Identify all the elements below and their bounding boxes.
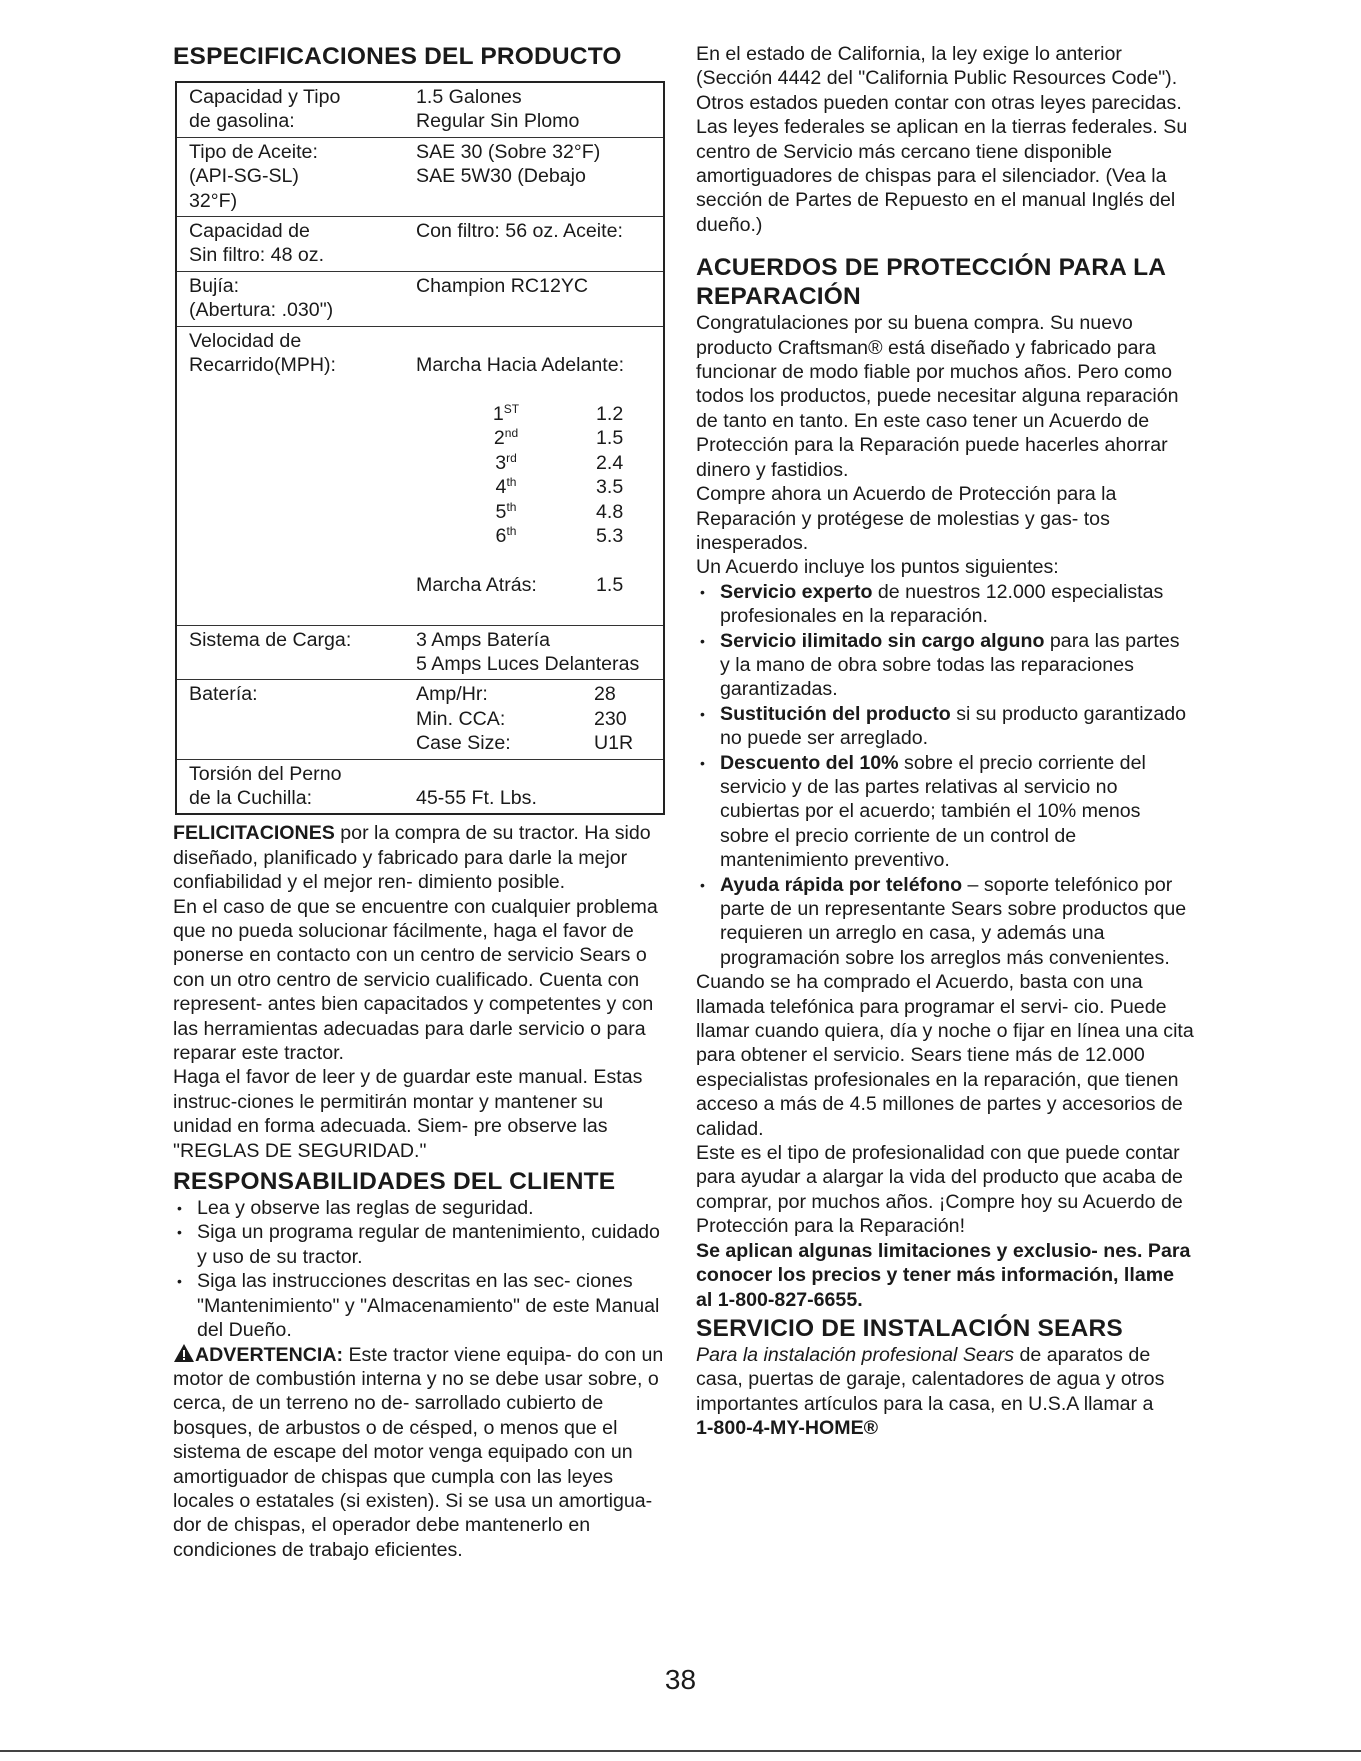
benefit-bold: Servicio experto — [720, 580, 873, 603]
gear-label: 3rd — [495, 450, 517, 474]
spec-key: Bujía: (Abertura: .030") — [189, 274, 334, 322]
spec-key: Batería: — [189, 683, 258, 706]
benefit-bold: Sustitución del producto — [720, 702, 951, 725]
agreement-title: ACUERDOS DE PROTECCIÓN PARA LA REPARACIÓN — [696, 254, 1166, 311]
benefit-text: – soporte telefónico por parte de un representante Sears sobre productos que requieren un arreglo en casa, y además una programación sobre los arreglos más convenientes. — [720, 873, 1187, 969]
spec-key: Torsión del Perno de la Cuchilla: — [189, 762, 342, 809]
agreement-limitations: Se aplican algunas limitaciones y exclusio- nes. Para conocer los precios y tener más información, llame al 1-800-827-6655. — [696, 1239, 1191, 1311]
gear-value: 5.3 — [596, 524, 624, 547]
spec-value — [416, 329, 663, 622]
left-column — [173, 42, 665, 1562]
list-item — [696, 873, 1194, 971]
gear-value: 2.4 — [596, 451, 624, 474]
agreement-paragraph-3: Un Acuerdo incluye los puntos siguientes: — [696, 556, 1059, 579]
installation-text: de aparatos de casa, puertas de garaje, calentadores de agua y otros importantes artículos para la casa, en U.S.A llamar a — [696, 1343, 1165, 1415]
spec-value: 1.5 Galones Regular Sin Plomo — [416, 86, 580, 133]
gear-label: 5th — [495, 499, 517, 523]
spec-value: Champion RC12YC — [416, 274, 589, 297]
installation-paragraph — [696, 1343, 1194, 1416]
battery-label: Min. CCA: — [416, 707, 506, 730]
battery-value: 28 — [594, 683, 616, 706]
gear-value: 4.8 — [596, 500, 624, 523]
congrats-paragraph — [173, 821, 665, 894]
warning-text: Este tractor viene equipa- do con un motor de combustión interna y no se debe usar sobre, o cerca, de un terreno no de- sarrollado cubierto de bosques, de arbustos o de césped, o menos que el sistema de escape del motor venga equipado con un amortiguador de chispas que cumpla con las leyes locales o estatales (si existen). Si se usa un amortigua- dor de chispas, el operador debe mantenerlo en condiciones de trabajo eficientes. — [173, 1343, 664, 1561]
gear-value: 1.5 — [596, 427, 624, 450]
spec-key: Sistema de Carga: — [189, 628, 352, 651]
congrats-bold: FELICITACIONES — [173, 822, 335, 845]
reverse-row — [416, 573, 663, 597]
page-number: 38 — [664, 1664, 697, 1695]
agreement-paragraph-4: Cuando se ha comprado el Acuerdo, basta con una llamada telefónica para programar el servi- cio. Puede llamar cuando quiera, día y noche o fijar en línea una cita para obtener el servicio. Sears tiene más de 12.000 especialistas profesionales en la reparación, que tienen acceso a más de 4.5 millones de partes y accesorios de calidad. — [696, 971, 1194, 1140]
list-item — [696, 702, 1194, 751]
list-item — [696, 751, 1194, 873]
agreement-benefits-list — [696, 580, 1194, 971]
spec-value: 3 Amps Batería 5 Amps Luces Delanteras — [416, 628, 640, 675]
warning-icon — [173, 1343, 195, 1363]
congrats-text: por la compra de su tractor. Ha sido diseñado, planificado y fabricado para darle la mejor confiabilidad y el mejor ren- dimiento posible. — [173, 822, 651, 894]
list-item — [696, 629, 1194, 702]
spec-value — [416, 682, 663, 755]
spec-key: Velocidad de Recarrido(MPH): — [189, 329, 336, 377]
benefit-text: sobre el precio corriente del servicio y de las partes relativas al servicio no cubiertas por el acuerdo; también el 10% menos sobre el precio corriente de un control de mantenimiento preventivo. — [720, 751, 1146, 872]
gear-row — [416, 475, 663, 499]
right-column — [696, 42, 1194, 1441]
agreement-paragraph-1: Congratulaciones por su buena compra. Su nuevo producto Craftsman® está diseñado y fabricado para funcionar de modo fiable por muchos años. Pero como todos los productos, puede necesitar alguna reparación de tanto en tanto. En este caso tener un Acuerdo de Protección para la Reparación puede hacerles ahorrar dinero y fastidios. — [696, 312, 1179, 481]
reverse-value: 1.5 — [596, 573, 624, 596]
spec-table — [175, 81, 665, 815]
spec-title: ESPECIFICACIONES DEL PRODUCTO — [173, 43, 622, 70]
spec-key: Capacidad y Tipo de gasolina: — [189, 86, 341, 133]
warning-label: ADVERTENCIA: — [195, 1343, 344, 1366]
spec-row-spark-plug — [177, 271, 663, 326]
agreement-paragraph-5: Este es el tipo de profesionalidad con que puede contar para ayudar a alargar la vida del producto que acaba de comprar, por muchos años. ¡Compre hoy su Acuerdo de Protección para la Reparación! — [696, 1142, 1183, 1238]
battery-value: U1R — [594, 732, 634, 755]
gear-row — [416, 451, 663, 475]
spec-row-speed — [177, 326, 663, 625]
footer-divider — [0, 1750, 1361, 1752]
reverse-label: Marcha Atrás: — [416, 573, 537, 596]
gear-row — [416, 500, 663, 524]
spec-row-torque — [177, 759, 663, 814]
spec-value: SAE 30 (Sobre 32°F) SAE 5W30 (Debajo — [416, 140, 601, 188]
gear-row — [416, 426, 663, 450]
battery-row — [416, 731, 663, 755]
forward-label: Marcha Hacia Adelante: — [416, 354, 625, 377]
spec-key: Capacidad de Sin filtro: 48 oz. — [189, 220, 325, 267]
spec-row-oil — [177, 137, 663, 216]
gear-label: 6th — [495, 523, 517, 547]
gear-value: 1.2 — [596, 402, 624, 425]
spec-row-capacity — [177, 216, 663, 271]
spec-row-charging — [177, 625, 663, 680]
california-paragraph: En el estado de California, la ley exige lo anterior (Sección 4442 del "California Public Resources Code"). Otros estados pueden contar con otras leyes parecidas. Las leyes federales se aplican en la tierras federales. Su centro de Servicio más cercano tiene disponible amortiguadores de chispas para el silenciador. (Vea la sección de Partes de Repuesto en el manual Inglés del dueño.) — [696, 43, 1188, 236]
battery-row — [416, 682, 663, 706]
responsibilities-list — [173, 1196, 665, 1342]
list-item: • Lea y observe las reglas de seguridad. — [173, 1196, 665, 1220]
spec-value: 45-55 Ft. Lbs. — [416, 786, 537, 809]
spec-key: Tipo de Aceite: (API-SG-SL) 32°F) — [189, 140, 318, 212]
benefit-bold: Descuento del 10% — [720, 751, 899, 774]
responsibilities-title: RESPONSABILIDADES DEL CLIENTE — [173, 1168, 616, 1196]
warning-paragraph — [173, 1343, 665, 1563]
agreement-paragraph-2: Compre ahora un Acuerdo de Protección para la Reparación y protégese de molestias y gas- tos inesperados. — [696, 483, 1117, 554]
battery-value: 230 — [594, 707, 627, 730]
list-item — [696, 580, 1194, 629]
congrats-paragraph-2: En el caso de que se encuentre con cualquier problema que no pueda solucionar fácilmente, haga el favor de ponerse en contacto con un centro de servicio Sears o con un otro centro de servicio cualificado. Cuenta con represent- antes bien capacitados y competentes y con las herramientas adecuadas para darle servicio o para reparar este tractor. — [173, 895, 658, 1065]
installation-title: SERVICIO DE INSTALACIÓN SEARS — [696, 1314, 1123, 1342]
gear-row — [416, 524, 663, 548]
gear-row — [416, 402, 663, 426]
gear-label: 2nd — [493, 426, 519, 450]
benefit-bold: Ayuda rápida por teléfono — [720, 873, 963, 896]
spec-value: Con filtro: 56 oz. Aceite: — [416, 220, 623, 243]
spec-row-battery — [177, 679, 663, 758]
installation-italic: Para la instalación profesional Sears — [696, 1343, 1015, 1366]
list-item: • Siga las instrucciones descritas en las sec- ciones "Mantenimiento" y "Almacenamiento" de este Manual del Dueño. — [173, 1269, 665, 1342]
spec-row-fuel — [177, 83, 663, 137]
installation-phone: 1-800-4-MY-HOME® — [696, 1417, 879, 1440]
gear-label: 4th — [495, 475, 517, 499]
gear-value: 3.5 — [596, 476, 624, 499]
congrats-paragraph-3: Haga el favor de leer y de guardar este manual. Estas instruc-ciones le permitirán montar y mantener su unidad en forma adecuada. Siem- pre observe las "REGLAS DE SEGURIDAD." — [173, 1066, 643, 1162]
gear-label: 1ST — [492, 401, 520, 425]
gear-list — [416, 402, 663, 548]
battery-label: Case Size: — [416, 732, 511, 755]
benefit-bold: Servicio ilimitado sin cargo alguno — [720, 629, 1045, 652]
list-item: • Siga un programa regular de mantenimiento, cuidado y uso de su tractor. — [173, 1220, 665, 1269]
battery-row — [416, 707, 663, 731]
benefit-text: de nuestros 12.000 especialistas profesionales en la reparación. — [720, 580, 1164, 628]
benefit-text: para las partes y la mano de obra sobre todas las reparaciones garantizadas. — [720, 629, 1180, 701]
battery-label: Amp/Hr: — [416, 683, 488, 706]
benefit-text: si su producto garantizado no puede ser arreglado. — [720, 702, 1187, 750]
